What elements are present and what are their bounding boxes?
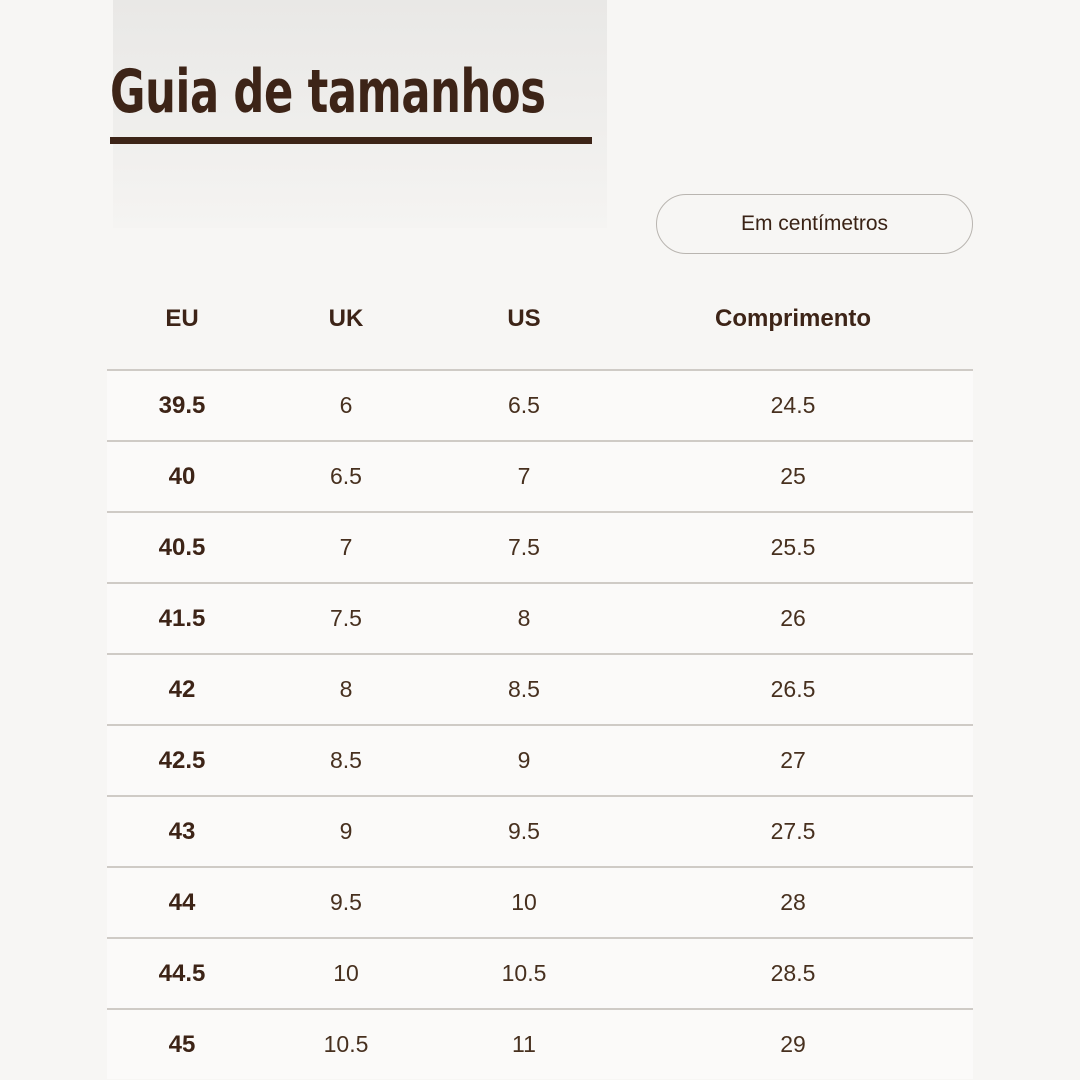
cell-length: 26 <box>613 583 973 654</box>
table-row <box>107 512 973 583</box>
cell-uk: 7.5 <box>257 583 435 654</box>
cell-us: 9.5 <box>435 796 613 867</box>
cell-eu: 39.5 <box>107 370 257 441</box>
cell-us: 9 <box>435 725 613 796</box>
unit-toggle-button[interactable] <box>656 194 973 254</box>
table-row <box>107 938 973 1009</box>
cell-length: 26.5 <box>613 654 973 725</box>
cell-eu: 42.5 <box>107 725 257 796</box>
table-row <box>107 654 973 725</box>
cell-length: 24.5 <box>613 370 973 441</box>
cell-uk: 9 <box>257 796 435 867</box>
column-header-eu: EU <box>107 305 257 370</box>
cell-eu: 44.5 <box>107 938 257 1009</box>
size-table-head <box>107 305 973 370</box>
table-row <box>107 1009 973 1079</box>
cell-length: 27 <box>613 725 973 796</box>
cell-eu: 40 <box>107 441 257 512</box>
cell-eu: 41.5 <box>107 583 257 654</box>
table-header-row <box>107 305 973 370</box>
table-row <box>107 583 973 654</box>
cell-us: 10.5 <box>435 938 613 1009</box>
cell-us: 10 <box>435 867 613 938</box>
cell-length: 27.5 <box>613 796 973 867</box>
cell-uk: 8.5 <box>257 725 435 796</box>
cell-uk: 7 <box>257 512 435 583</box>
cell-length: 25 <box>613 441 973 512</box>
cell-length: 28.5 <box>613 938 973 1009</box>
cell-us: 8 <box>435 583 613 654</box>
cell-uk: 6 <box>257 370 435 441</box>
cell-length: 28 <box>613 867 973 938</box>
cell-length: 29 <box>613 1009 973 1079</box>
cell-eu: 44 <box>107 867 257 938</box>
cell-eu: 43 <box>107 796 257 867</box>
column-header-us: US <box>435 305 613 370</box>
cell-uk: 10.5 <box>257 1009 435 1079</box>
cell-eu: 40.5 <box>107 512 257 583</box>
size-table-body <box>107 370 973 1079</box>
cell-us: 11 <box>435 1009 613 1079</box>
cell-length: 25.5 <box>613 512 973 583</box>
title-block <box>110 57 730 144</box>
cell-uk: 8 <box>257 654 435 725</box>
cell-us: 7 <box>435 441 613 512</box>
table-row <box>107 725 973 796</box>
cell-uk: 10 <box>257 938 435 1009</box>
unit-toggle-label: Em centímetros <box>740 212 889 235</box>
cell-us: 7.5 <box>435 512 613 583</box>
table-row <box>107 796 973 867</box>
table-row <box>107 867 973 938</box>
column-header-length: Comprimento <box>613 305 973 370</box>
size-table <box>107 305 973 1079</box>
cell-uk: 9.5 <box>257 867 435 938</box>
table-row <box>107 441 973 512</box>
table-row <box>107 370 973 441</box>
cell-uk: 6.5 <box>257 441 435 512</box>
cell-us: 6.5 <box>435 370 613 441</box>
column-header-uk: UK <box>257 305 435 370</box>
page-title: Guia de tamanhos <box>110 57 546 127</box>
cell-eu: 45 <box>107 1009 257 1079</box>
title-underline <box>110 137 592 144</box>
cell-eu: 42 <box>107 654 257 725</box>
cell-us: 8.5 <box>435 654 613 725</box>
